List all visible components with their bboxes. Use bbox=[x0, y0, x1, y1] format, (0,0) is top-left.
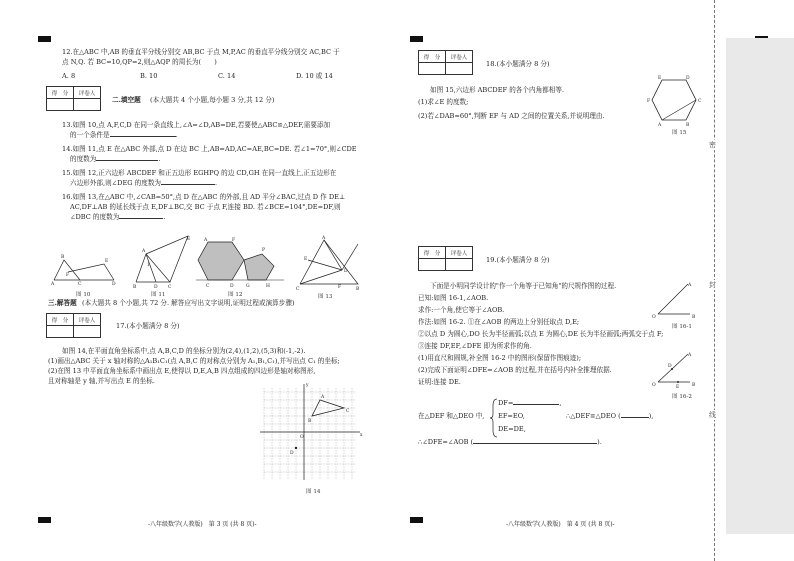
svg-text:A: A bbox=[688, 283, 692, 288]
q19-text-5: ②以点 D 为圆心,DO 长为半径画弧;以点 E 为圆心,DE 长为半径画弧;两弧交于点 F; bbox=[418, 330, 664, 338]
figure-10-caption: 图 10 bbox=[76, 292, 91, 298]
binding-strip bbox=[726, 38, 794, 534]
svg-text:A: A bbox=[142, 249, 146, 254]
figure-14-grid bbox=[256, 380, 368, 484]
svg-text:E: E bbox=[304, 257, 308, 262]
q15-text: 15.如图 12,正六边形 ABCDEF 和正五边形 EGHPQ 的边 CD,GH 在同一直线上,正五边形在 bbox=[62, 169, 337, 177]
svg-text:D: D bbox=[112, 282, 116, 287]
score-label: 得 分 bbox=[419, 247, 446, 259]
registration-mark bbox=[410, 36, 423, 42]
proof-line-2: EF=EO, bbox=[498, 412, 525, 420]
registration-mark bbox=[38, 517, 51, 523]
q16-text: 16.如图 13,在△ABC 中,∠CAB=50°,点 D 在△ABC 的外部,且 AD 平分∠BAC,过点 D 作 DE⊥ bbox=[62, 193, 346, 201]
svg-text:A: A bbox=[658, 123, 662, 128]
svg-text:C: C bbox=[78, 282, 82, 287]
section3-desc: (本大题共 8 个小题,共 72 分. 解答应写出文字说明,证明过程或演算步骤) bbox=[82, 299, 295, 307]
svg-text:C: C bbox=[698, 99, 702, 104]
registration-mark bbox=[38, 36, 51, 42]
svg-text:F: F bbox=[338, 285, 342, 290]
q12-option-a: A. 8 bbox=[62, 72, 76, 80]
q19-text-9: 证明:连接 DE. bbox=[418, 378, 461, 386]
svg-text:B: B bbox=[61, 255, 65, 260]
proof-line-1: DF= , bbox=[498, 399, 562, 407]
svg-text:F: F bbox=[66, 273, 70, 278]
q12-option-c: C. 14 bbox=[218, 72, 236, 80]
svg-text:x: x bbox=[360, 433, 363, 438]
svg-text:B: B bbox=[686, 123, 690, 128]
q19-text-2: 已知:如图 16-1,∠AOB. bbox=[418, 294, 489, 302]
q17-text-2: (1)画出△ABC 关于 x 轴对称的△A₁B₁C₁(点 A,B,C 的对称点分别为 A₁,B₁,C₁),并写出点 C₁ 的坐标; bbox=[48, 357, 340, 365]
q14-text: 14.如图 11,点 E 在△ABC 外部,点 D 在边 BC 上,AB=AD,AC=AE,BC=DE. 若∠1=70°,则∠CDE bbox=[62, 145, 357, 153]
svg-text:O: O bbox=[652, 383, 656, 388]
svg-text:y: y bbox=[306, 383, 309, 388]
svg-text:C: C bbox=[296, 287, 300, 292]
score-table bbox=[46, 86, 101, 111]
svg-text:O: O bbox=[300, 435, 304, 440]
q16-text-2: AC,DF⊥AB 的延长线于点 E,DF⊥BC,交 BC 于点 F,连接 BD. 若∠BCE=104°,DE=DF,则 bbox=[70, 203, 341, 211]
svg-text:A: A bbox=[204, 238, 208, 243]
figure-10 bbox=[50, 252, 120, 290]
svg-text:B: B bbox=[692, 315, 696, 320]
svg-text:F: F bbox=[647, 99, 651, 104]
svg-text:D: D bbox=[154, 285, 158, 290]
svg-text:E: E bbox=[676, 385, 680, 390]
svg-text:B: B bbox=[308, 419, 312, 424]
q18-header: 18.(本小题满分 8 分) bbox=[486, 60, 550, 68]
q12-option-b: B. 10 bbox=[140, 72, 158, 80]
svg-text:D: D bbox=[230, 284, 234, 289]
q19-text-4: 作法:如图 16-2. ①在∠AOB 的两边上分别任取点 D,E; bbox=[418, 318, 580, 326]
grader-label: 评卷人 bbox=[74, 314, 101, 326]
score-table bbox=[418, 246, 473, 271]
q15-text-2: 六边形外部,则∠DEG 的度数为 . bbox=[70, 179, 218, 187]
q19-text-7: (1)用直尺和圆规,补全图 16-2 中的图形(保留作图痕迹); bbox=[418, 354, 582, 362]
score-cell bbox=[47, 99, 74, 111]
svg-text:B: B bbox=[133, 285, 137, 290]
side-char: 线 bbox=[709, 411, 716, 419]
q12-text-2: 点 N,Q. 若 BC=10,QP=2,则△AQP 的周长为( ) bbox=[62, 58, 217, 66]
figure-12-caption: 图 12 bbox=[228, 292, 243, 298]
q17-text: 如图 14,在平面直角坐标系中,点 A,B,C,D 的坐标分别为(2,4),(1,2),(5,3)和(-1,-2). bbox=[62, 347, 306, 355]
score-label: 得 分 bbox=[47, 87, 74, 99]
q18-text: 如图 15,六边形 ABCDEF 的各个内角都相等. bbox=[430, 86, 565, 94]
svg-text:E: E bbox=[187, 237, 191, 242]
svg-text:B: B bbox=[356, 287, 360, 292]
grader-cell bbox=[74, 99, 101, 111]
q16-text-3: ∠DBC 的度数为 . bbox=[70, 213, 166, 221]
score-table bbox=[46, 313, 101, 338]
svg-text:A: A bbox=[321, 395, 325, 400]
score-cell bbox=[47, 326, 74, 338]
section3-title: 三.解答题 bbox=[48, 299, 77, 307]
grader-cell bbox=[74, 326, 101, 338]
q13-text-2: 的一个条件是 . bbox=[70, 131, 178, 139]
svg-text:D: D bbox=[668, 364, 672, 369]
grader-cell bbox=[446, 63, 473, 75]
svg-text:B: B bbox=[692, 383, 696, 388]
side-char: 封 bbox=[709, 281, 716, 289]
q19-header: 19.(本小题满分 8 分) bbox=[486, 256, 550, 264]
svg-text:C: C bbox=[346, 409, 350, 414]
proof-congruence: ∴△DEF≌△DEO ( ), bbox=[566, 412, 654, 420]
section2-desc: (本大题共 4 个小题,每小题 3 分,共 12 分) bbox=[150, 96, 275, 104]
figure-16-2 bbox=[650, 350, 698, 390]
svg-text:G: G bbox=[246, 284, 250, 289]
figure-16-1-caption: 图 16-1 bbox=[672, 324, 692, 330]
figure-11-caption: 图 11 bbox=[151, 292, 166, 298]
score-label: 得 分 bbox=[419, 51, 446, 63]
proof-conclusion: ∴∠DFE=∠AOB ( ). bbox=[418, 438, 602, 446]
score-cell bbox=[419, 63, 446, 75]
q19-text-6: ③连接 DF,EF,∠DFE 即为所求作的角. bbox=[418, 342, 532, 350]
proof-lead: 在△DEF 和△DEO 中, bbox=[418, 412, 485, 420]
svg-text:E: E bbox=[658, 76, 662, 81]
figure-14-caption: 图 14 bbox=[306, 489, 321, 495]
q13-text: 13.如图 10,点 A,F,C,D 在同一条直线上,∠A=∠D,AB=DE,若要使△ABC≌△DEF,需要添加 bbox=[62, 121, 331, 129]
svg-text:D: D bbox=[344, 269, 348, 274]
svg-text:A: A bbox=[51, 282, 55, 287]
figure-15 bbox=[646, 72, 706, 130]
registration-mark bbox=[410, 517, 423, 523]
q12-option-d: D. 10 或 14 bbox=[296, 72, 333, 80]
q19-text: 下面是小明同学设计的"作一个角等于已知角"的尺规作图的过程. bbox=[430, 282, 617, 290]
svg-text:F: F bbox=[232, 238, 236, 243]
grader-label: 评卷人 bbox=[446, 247, 473, 259]
svg-text:A: A bbox=[322, 236, 326, 241]
right-page-footer: -八年级数学(人教版) 第 4 页 (共 8 页)- bbox=[506, 521, 615, 528]
svg-text:1: 1 bbox=[147, 263, 150, 268]
figure-16-2-caption: 图 16-2 bbox=[672, 394, 692, 400]
side-char: 密 bbox=[709, 141, 716, 149]
svg-text:C: C bbox=[206, 284, 210, 289]
svg-text:C: C bbox=[168, 285, 172, 290]
svg-text:H: H bbox=[266, 284, 270, 289]
figure-16-1 bbox=[650, 280, 698, 320]
section2-title: 二.填空题 bbox=[112, 96, 141, 104]
svg-text:D: D bbox=[686, 76, 690, 81]
svg-text:O: O bbox=[652, 315, 656, 320]
proof-line-3: DE=DE, bbox=[498, 425, 526, 433]
figure-13-caption: 图 13 bbox=[318, 294, 333, 300]
q19-text-8: (2)完成下面证明∠DFE=∠AOB 的过程,并在括号内补全推理依据. bbox=[418, 366, 612, 374]
figure-12 bbox=[196, 236, 284, 290]
q14-text-2: 的度数为 . bbox=[70, 155, 161, 163]
grader-cell bbox=[446, 259, 473, 271]
figure-15-caption: 图 15 bbox=[672, 130, 687, 136]
svg-text:E: E bbox=[105, 259, 109, 264]
svg-text:D: D bbox=[290, 451, 294, 456]
svg-text:P: P bbox=[262, 248, 266, 253]
score-label: 得 分 bbox=[47, 314, 74, 326]
grader-label: 评卷人 bbox=[74, 87, 101, 99]
q18-text-2: (1)求∠E 的度数; bbox=[418, 98, 469, 106]
figure-13 bbox=[294, 234, 364, 292]
left-page-footer: -八年级数学(人教版) 第 3 页 (共 8 页)- bbox=[148, 521, 257, 528]
svg-text:A: A bbox=[688, 353, 692, 358]
score-table bbox=[418, 50, 473, 75]
q18-text-3: (2)若∠DAB=60°,判断 EF 与 AD 之间的位置关系,并说明理由. bbox=[418, 112, 605, 120]
q17-text-4: 且对称轴是 y 轴,并写出点 E 的坐标. bbox=[48, 377, 155, 385]
brace-icon bbox=[490, 398, 498, 438]
q12-text: 12.在△ABC 中,AB 的垂直平分线分别交 AB,BC 于点 M,P,AC 的垂直平分线分别交 AC,BC 于 bbox=[62, 48, 340, 56]
figure-11 bbox=[132, 234, 192, 290]
score-cell bbox=[419, 259, 446, 271]
grader-label: 评卷人 bbox=[446, 51, 473, 63]
q17-header: 17.(本小题满分 8 分) bbox=[116, 322, 180, 330]
q17-text-3: (2)在图 13 中平面直角坐标系中画出点 E,使得以 D,E,A,B 四点组成的四边形是轴对称图形, bbox=[48, 367, 316, 375]
q19-text-3: 求作:一个角,使它等于∠AOB. bbox=[418, 306, 505, 314]
